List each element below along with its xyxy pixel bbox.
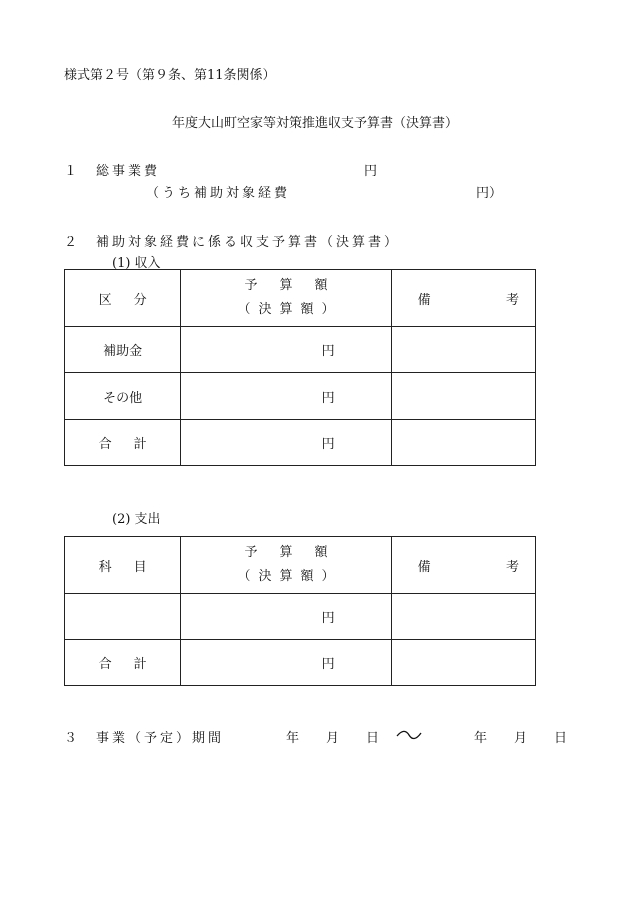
income-heading: (1) 収入: [112, 256, 161, 271]
expenditure-table: [64, 536, 536, 686]
section1-number: １: [64, 164, 78, 179]
income-row-label: その他: [65, 373, 181, 420]
section1-subsidy-yen: 円）: [476, 186, 503, 201]
section3-label: 事業（予定）期間: [96, 731, 225, 746]
income-budget-header: 予算額 （決算額）: [181, 270, 391, 327]
expenditure-row-amount[interactable]: 円: [181, 594, 391, 640]
income-row-amount[interactable]: 円: [181, 373, 391, 420]
table-row: [65, 420, 536, 466]
expenditure-row-label[interactable]: [65, 594, 181, 640]
income-total-remarks[interactable]: [391, 420, 535, 466]
income-category-header: 区分: [65, 270, 181, 327]
income-remarks-header: 備 考: [391, 270, 535, 327]
expenditure-header-row: [65, 537, 536, 594]
income-row-label: 補助金: [65, 327, 181, 373]
expenditure-total-remarks[interactable]: [391, 640, 535, 686]
income-table: [64, 269, 536, 466]
start-month-unit: 月: [326, 731, 340, 746]
start-day-unit: 日: [366, 731, 380, 746]
income-row-remarks[interactable]: [391, 373, 535, 420]
end-year-unit: 年: [474, 731, 488, 746]
section2-label: 補助対象経費に係る収支予算書（決算書）: [96, 235, 401, 250]
income-total-amount[interactable]: 円: [181, 420, 391, 466]
document-title: 年度大山町空家等対策推進収支予算書（決算書）: [171, 116, 458, 131]
expenditure-remarks-header: 備 考: [391, 537, 535, 594]
income-row-remarks[interactable]: [391, 327, 535, 373]
expenditure-category-header: 科目: [65, 537, 181, 594]
section2-number: ２: [64, 235, 78, 250]
table-row: [65, 640, 536, 686]
expenditure-total-label: 合計: [65, 640, 181, 686]
section1-subsidy-label: （うち補助対象経費: [146, 186, 291, 201]
expenditure-heading: (2) 支出: [112, 512, 161, 527]
end-month-unit: 月: [514, 731, 528, 746]
income-row-amount[interactable]: 円: [181, 327, 391, 373]
section3-number: ３: [64, 731, 78, 746]
table-row: [65, 373, 536, 420]
table-row: [65, 327, 536, 373]
table-row: [65, 594, 536, 640]
expenditure-row-remarks[interactable]: [391, 594, 535, 640]
form-number: 様式第２号（第９条、第11条関係）: [64, 68, 276, 83]
wave-dash-icon: [396, 727, 422, 742]
expenditure-budget-header: 予算額 （決算額）: [181, 537, 391, 594]
expenditure-total-amount[interactable]: 円: [181, 640, 391, 686]
income-header-row: [65, 270, 536, 327]
section1-yen: 円: [364, 164, 378, 179]
end-day-unit: 日: [554, 731, 568, 746]
start-year-unit: 年: [286, 731, 300, 746]
income-total-label: 合計: [65, 420, 181, 466]
section1-label: 総事業費: [96, 164, 161, 179]
